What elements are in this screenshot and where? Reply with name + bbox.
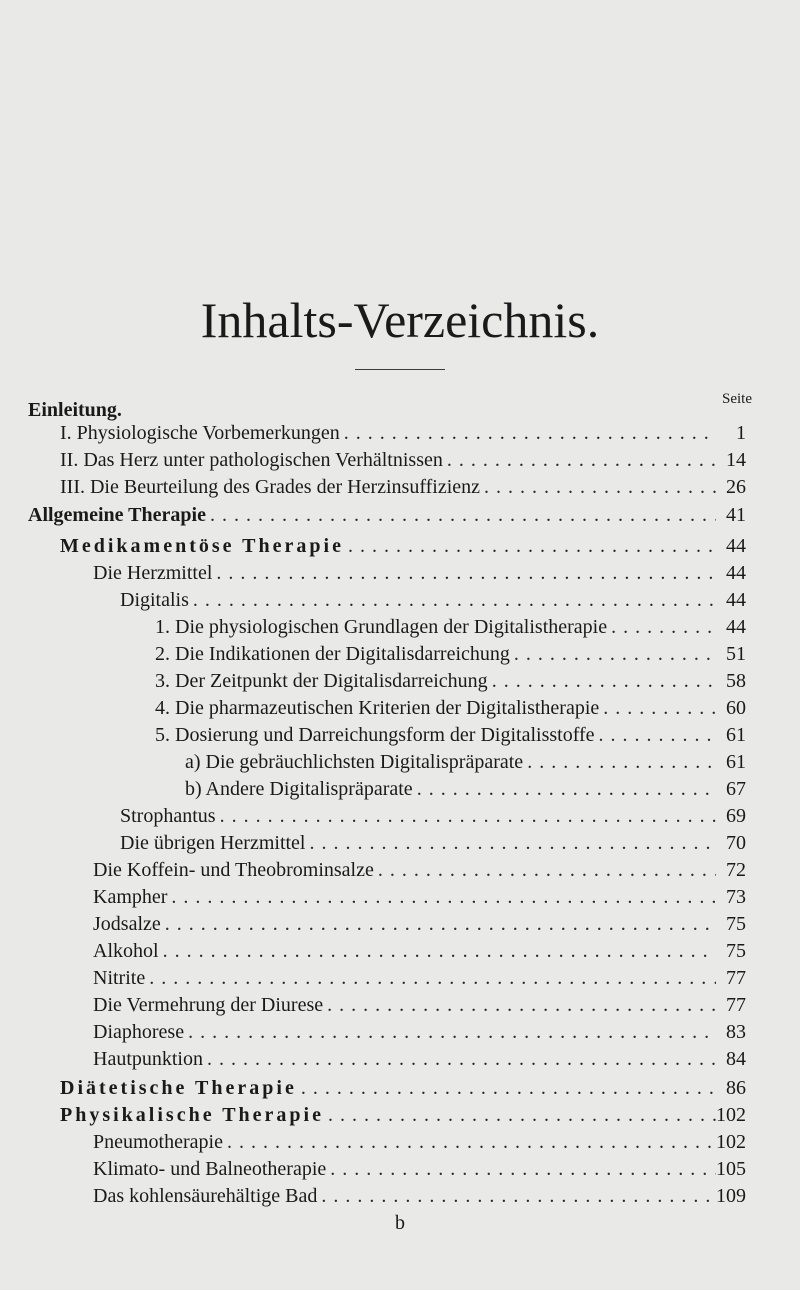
toc-entry: [60, 1102, 746, 1128]
toc-entry: [60, 447, 746, 473]
toc-entry: [155, 668, 746, 694]
toc-entry: [60, 533, 746, 559]
toc-entry: [120, 830, 746, 856]
toc-entry-page: 105: [716, 1158, 746, 1180]
toc-entry-page: 60: [726, 697, 746, 719]
title-divider: [355, 369, 445, 370]
toc-entry-label: 2. Die Indikationen der Digitalisdarreichung: [155, 643, 510, 665]
toc-entry-page: 83: [726, 1021, 746, 1043]
toc-entry: [93, 1129, 746, 1155]
leader-dots: [203, 1046, 716, 1072]
toc-entry-label: Hautpunktion: [93, 1048, 203, 1070]
toc-entry-page: 51: [726, 643, 746, 665]
toc-entry-page: 75: [726, 940, 746, 962]
toc-entry-page: 41: [726, 504, 746, 526]
toc-entry-page: 44: [726, 535, 746, 557]
toc-entry: [120, 803, 746, 829]
toc-entry: [93, 992, 746, 1018]
toc-entry-label: a) Die gebräuchlichsten Digitalispräparate: [185, 751, 524, 773]
toc-entry: [93, 1019, 746, 1045]
toc-entry: [155, 641, 746, 667]
leader-dots: [212, 560, 716, 586]
leader-dots: [223, 1129, 716, 1155]
toc-entry: [93, 1046, 746, 1072]
toc-entry-page: 1: [736, 422, 746, 444]
toc-entry-page: 102: [716, 1104, 746, 1126]
toc-entry-page: 14: [726, 449, 746, 471]
toc-entry: [60, 1075, 746, 1101]
leader-dots: [344, 533, 716, 559]
toc-entry: [185, 749, 746, 775]
leader-dots: [443, 447, 716, 473]
toc-entry-label: Alkohol: [93, 940, 159, 962]
toc-entry-page: 77: [726, 994, 746, 1016]
toc-entry: [120, 587, 746, 613]
toc-entry-label: Jodsalze: [93, 913, 161, 935]
toc-entry-page: 77: [726, 967, 746, 989]
leader-dots: [323, 992, 716, 1018]
toc-entry-label: II. Das Herz unter pathologischen Verhältnissen: [60, 449, 443, 471]
toc-entry-label: Das kohlensäurehältige Bad: [93, 1185, 318, 1207]
toc-entry-page: 44: [726, 616, 746, 638]
toc-entry: [60, 420, 746, 446]
leader-dots: [480, 474, 716, 500]
toc-entry: [93, 1183, 746, 1209]
toc-entry-label: Diaphorese: [93, 1021, 185, 1043]
toc-entry-label: I. Physiologische Vorbemerkungen: [60, 422, 340, 444]
toc-entry-label: Die übrigen Herzmittel: [120, 832, 306, 854]
toc-entry-page: 70: [726, 832, 746, 854]
leader-dots: [297, 1075, 716, 1101]
toc-entry-label: Digitalis: [120, 589, 189, 611]
toc-entry: [28, 502, 746, 528]
toc-entry-label: Pneumotherapie: [93, 1131, 223, 1153]
toc-entry-page: 44: [726, 562, 746, 584]
toc-entry-label: Medikamentöse Therapie: [60, 535, 344, 557]
toc-entry-label: III. Die Beurteilung des Grades der Herzinsuffizienz: [60, 476, 481, 498]
toc-entry: [93, 911, 746, 937]
leader-dots: [317, 1183, 716, 1209]
leader-dots: [488, 668, 716, 694]
section-heading: Einleitung.: [28, 399, 122, 421]
leader-dots: [595, 722, 716, 748]
toc-entry-label: Die Vermehrung der Diurese: [93, 994, 324, 1016]
toc-entry-label: Diätetische Therapie: [60, 1077, 297, 1099]
leader-dots: [340, 420, 716, 446]
toc-entry: [60, 474, 746, 500]
page-column-header: Seite: [722, 391, 752, 407]
leader-dots: [324, 1102, 716, 1128]
toc-entry-page: 72: [726, 859, 746, 881]
leader-dots: [206, 502, 716, 528]
leader-dots: [374, 857, 716, 883]
leader-dots: [599, 695, 716, 721]
toc-entry-page: 75: [726, 913, 746, 935]
leader-dots: [167, 884, 716, 910]
toc-entry-label: Nitrite: [93, 967, 146, 989]
toc-entry-label: Physikalische Therapie: [60, 1104, 324, 1126]
leader-dots: [184, 1019, 716, 1045]
toc-entry-page: 102: [716, 1131, 746, 1153]
toc-entry-page: 44: [726, 589, 746, 611]
toc-entry-page: 69: [726, 805, 746, 827]
leader-dots: [510, 641, 716, 667]
leader-dots: [306, 830, 717, 856]
toc-entry-page: 109: [716, 1185, 746, 1207]
toc-entry-label: 5. Dosierung und Darreichungsform der Digitalisstoffe: [155, 724, 595, 746]
toc-entry-label: Kampher: [93, 886, 168, 908]
toc-entry: [93, 884, 746, 910]
toc-entry-page: 84: [726, 1048, 746, 1070]
toc-entry: [155, 695, 746, 721]
toc-entry-label: 3. Der Zeitpunkt der Digitalisdarreichung: [155, 670, 488, 692]
toc-entry-page: 86: [726, 1077, 746, 1099]
toc-entry-page: 67: [726, 778, 746, 800]
signature-mark: b: [395, 1212, 405, 1234]
toc-entry: [93, 857, 746, 883]
toc-entry-label: 1. Die physiologischen Grundlagen der Digitalistherapie: [155, 616, 608, 638]
leader-dots: [216, 803, 716, 829]
leader-dots: [159, 938, 716, 964]
page-title: Inhalts-Verzeichnis.: [200, 292, 600, 348]
leader-dots: [413, 776, 716, 802]
toc-entry-label: 4. Die pharmazeutischen Kriterien der Digitalistherapie: [155, 697, 600, 719]
toc-entry: [93, 1156, 746, 1182]
toc-entry-label: b) Andere Digitalispräparate: [185, 778, 413, 800]
toc-entry-page: 61: [726, 724, 746, 746]
leader-dots: [607, 614, 716, 640]
toc-entry-label: Die Koffein- und Theobrominsalze: [93, 859, 374, 881]
toc-entry-page: 61: [726, 751, 746, 773]
toc-entry-page: 26: [726, 476, 746, 498]
toc-entry-page: 58: [726, 670, 746, 692]
toc-entry: [93, 965, 746, 991]
toc-entry: [93, 938, 746, 964]
toc-entry-label: Allgemeine Therapie: [28, 504, 206, 526]
leader-dots: [161, 911, 716, 937]
toc-entry: [185, 776, 746, 802]
toc-entry-label: Klimato- und Balneotherapie: [93, 1158, 327, 1180]
toc-entry-label: Die Herzmittel: [93, 562, 213, 584]
toc-entry: [155, 722, 746, 748]
toc-entry-label: Strophantus: [120, 805, 216, 827]
toc-entry: [93, 560, 746, 586]
toc-entry-page: 73: [726, 886, 746, 908]
toc-entry: [155, 614, 746, 640]
leader-dots: [523, 749, 716, 775]
leader-dots: [189, 587, 716, 613]
leader-dots: [326, 1156, 716, 1182]
leader-dots: [145, 965, 716, 991]
